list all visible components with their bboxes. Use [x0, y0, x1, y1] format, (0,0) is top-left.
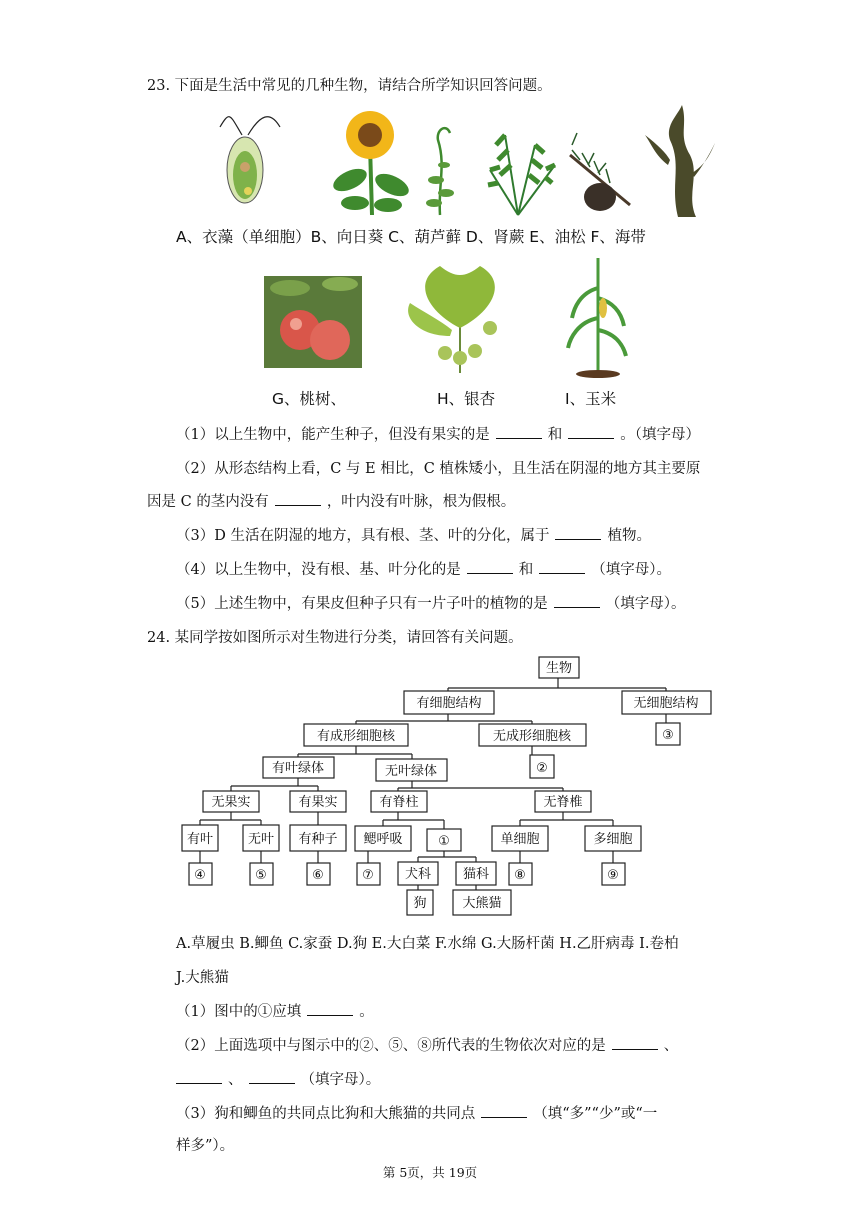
- tree-node-panda: [453, 890, 511, 915]
- svg-text:单细胞: 单细胞: [500, 832, 540, 847]
- tree-node-cell: [404, 691, 494, 714]
- moss-image: [426, 128, 454, 215]
- tree-node-gill: [355, 826, 411, 851]
- svg-text:无成形细胞核: 无成形细胞核: [492, 729, 572, 744]
- chlamydomonas-image: [220, 117, 280, 203]
- q23-sub3: （3）D 生活在阴湿的地方，具有根、茎、叶的分化，属于 植物。: [176, 524, 651, 545]
- q23-sub2-line1: （2）从形态结构上看，C 与 E 相比，C 植株矮小，且生活在阴湿的地方其主要原: [176, 461, 701, 477]
- organism-images-row1: [200, 105, 720, 225]
- answer-blank[interactable]: [249, 1069, 295, 1084]
- tree-node-spine: [371, 791, 427, 812]
- tree-node-canidae: [398, 862, 438, 885]
- peach-image: [264, 276, 362, 368]
- svg-text:无叶: 无叶: [247, 832, 275, 847]
- answer-blank[interactable]: [275, 491, 321, 506]
- q24-stem: 24. 某同学按如图所示对生物进行分类，请回答有关问题。: [147, 630, 523, 646]
- tree-node-root: [539, 657, 579, 678]
- svg-text:⑦: ⑦: [362, 868, 374, 883]
- answer-blank[interactable]: [539, 559, 585, 574]
- tree-node-seed: [290, 825, 346, 851]
- tree-node-dog: [407, 890, 433, 915]
- answer-blank[interactable]: [176, 1069, 222, 1084]
- sunflower-image: [330, 111, 412, 215]
- ginkgo-image: [408, 266, 497, 373]
- answer-blank[interactable]: [612, 1035, 658, 1050]
- tree-node-felidae: [456, 862, 496, 885]
- q24-sub1: （1）图中的①应填 。: [176, 1000, 374, 1021]
- q24-options-line1: A.草履虫 B.鲫鱼 C.家蚕 D.狗 E.大白菜 F.水绵 G.大肠杆菌 H.乙肝病毒 I.卷柏: [176, 936, 679, 952]
- classification-tree: [0, 650, 860, 920]
- svg-text:猫科: 猫科: [462, 867, 490, 882]
- organism-label-h: H、银杏: [437, 390, 496, 408]
- corn-image: [568, 258, 626, 378]
- q23-sub5: （5）上述生物中，有果皮但种子只有一片子叶的植物的是 （填字母）。: [176, 592, 685, 613]
- svg-text:⑨: ⑨: [607, 868, 619, 883]
- tree-node-noleaf: [243, 825, 279, 851]
- tree-node-leaf: [182, 825, 218, 851]
- answer-blank[interactable]: [554, 593, 600, 608]
- answer-blank[interactable]: [496, 424, 542, 439]
- svg-text:大熊猫: 大熊猫: [462, 896, 502, 911]
- svg-text:鳃呼吸: 鳃呼吸: [363, 832, 403, 847]
- q24-sub2-line2: 、 （填字母）。: [176, 1068, 380, 1089]
- tree-node-unicell: [492, 826, 548, 851]
- svg-text:有成形细胞核: 有成形细胞核: [316, 729, 396, 744]
- tree-node-4: [189, 863, 212, 885]
- tree-node-5: [250, 863, 273, 885]
- tree-node-3: [656, 723, 680, 745]
- answer-blank[interactable]: [481, 1103, 527, 1118]
- svg-text:有细胞结构: 有细胞结构: [416, 696, 482, 711]
- tree-node-7: [357, 863, 380, 885]
- tree-node-fruit: [290, 791, 346, 812]
- svg-text:③: ③: [662, 728, 674, 743]
- organism-labels-row1: A、衣藻（单细胞）B、向日葵 C、葫芦藓 D、肾蕨 E、油松 F、海带: [176, 228, 646, 246]
- svg-text:犬科: 犬科: [404, 867, 432, 882]
- tree-node-1: [427, 829, 461, 851]
- answer-blank[interactable]: [568, 424, 614, 439]
- svg-text:有叶: 有叶: [186, 832, 214, 847]
- svg-text:④: ④: [194, 868, 206, 883]
- organism-label-g: G、桃树、: [272, 390, 347, 408]
- q23-sub2-line2: 因是 C 的茎内没有 ，叶内没有叶脉，根为假根。: [147, 490, 515, 511]
- answer-blank[interactable]: [307, 1001, 353, 1016]
- tree-node-chloro: [263, 757, 334, 778]
- tree-node-nucleus: [304, 724, 408, 746]
- svg-text:狗: 狗: [413, 896, 427, 911]
- fern-image: [488, 135, 555, 215]
- page-footer: 第 5页，共 19页: [382, 1165, 478, 1180]
- answer-blank[interactable]: [555, 525, 601, 540]
- tree-node-nochloro: [376, 759, 447, 781]
- q24-sub2-line1: （2）上面选项中与图示中的②、⑤、⑧所代表的生物依次对应的是 、: [176, 1034, 678, 1055]
- svg-text:无果实: 无果实: [211, 795, 251, 810]
- svg-text:⑤: ⑤: [255, 868, 267, 883]
- kelp-image: [645, 105, 715, 217]
- organism-images-row2: [260, 258, 640, 378]
- tree-node-nocell: [622, 691, 711, 714]
- q23-sub1: （1）以上生物中，能产生种子，但没有果实的是 和 。（填字母）: [176, 423, 700, 444]
- svg-text:②: ②: [536, 761, 548, 776]
- svg-text:有果实: 有果实: [298, 795, 338, 810]
- tree-node-2: [530, 755, 554, 778]
- svg-text:①: ①: [438, 834, 450, 849]
- svg-text:⑥: ⑥: [312, 868, 324, 883]
- q24-options-line2: J.大熊猫: [176, 970, 229, 986]
- q24-sub3-line1: （3）狗和鲫鱼的共同点比狗和大熊猫的共同点 （填“多”“少”或“一: [176, 1102, 657, 1123]
- svg-text:无叶绿体: 无叶绿体: [384, 764, 438, 779]
- tree-node-nonucleus: [479, 724, 586, 746]
- pine-image: [570, 133, 630, 211]
- tree-node-multicell: [585, 826, 641, 851]
- svg-text:有脊柱: 有脊柱: [379, 795, 419, 810]
- tree-node-nofruit: [203, 791, 259, 812]
- svg-text:多细胞: 多细胞: [593, 832, 633, 847]
- q24-sub3-line2: 样多”）。: [176, 1138, 235, 1154]
- tree-node-6: [307, 863, 330, 885]
- q23-sub4: （4）以上生物中，没有根、基、叶分化的是 和 （填字母）。: [176, 558, 671, 579]
- svg-text:生物: 生物: [545, 661, 573, 676]
- tree-node-9: [602, 863, 625, 885]
- svg-text:有叶绿体: 有叶绿体: [271, 761, 325, 776]
- tree-node-nospine: [535, 791, 591, 812]
- svg-text:有种子: 有种子: [298, 832, 338, 847]
- svg-text:无细胞结构: 无细胞结构: [633, 696, 699, 711]
- svg-text:⑧: ⑧: [514, 868, 526, 883]
- tree-node-8: [509, 863, 532, 885]
- svg-text:无脊椎: 无脊椎: [543, 795, 583, 810]
- organism-label-i: I、玉米: [565, 390, 617, 408]
- answer-blank[interactable]: [467, 559, 513, 574]
- q23-stem: 23. 下面是生活中常见的几种生物，请结合所学知识回答问题。: [147, 78, 552, 94]
